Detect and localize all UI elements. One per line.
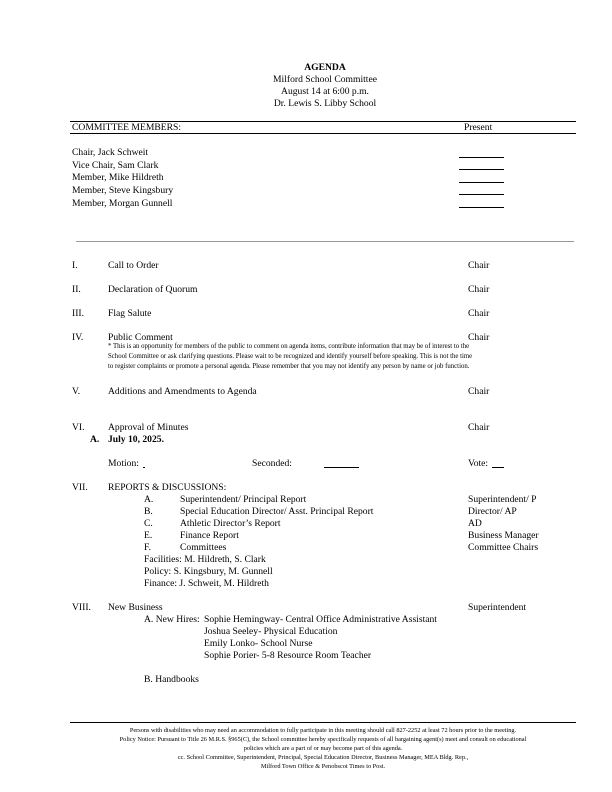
new-hire: Emily Lonko- School Nurse: [204, 638, 313, 649]
report-lead: Business Manager: [468, 530, 539, 541]
item-number: II.: [72, 284, 81, 295]
member-name: Member, Steve Kingsbury: [72, 185, 174, 196]
item-title: Flag Salute: [108, 308, 152, 319]
committee-assignment: Finance: J. Schweit, M. Hildreth: [144, 578, 269, 589]
vote-line[interactable]: [492, 467, 504, 468]
committee-assignment: Policy: S. Kingsbury, M. Gunnell: [144, 566, 273, 577]
minutes-sub-letter: A.: [90, 434, 100, 445]
item-lead: Chair: [468, 422, 490, 433]
item-number: I.: [72, 260, 78, 271]
report-lead: Committee Chairs: [468, 542, 539, 553]
meeting-location: Dr. Lewis S. Libby School: [273, 98, 377, 109]
present-signature-line[interactable]: [459, 169, 504, 170]
seconded-line[interactable]: [324, 467, 359, 468]
report-letter: F.: [144, 542, 151, 553]
item-title: REPORTS & DISCUSSIONS:: [108, 482, 227, 493]
item-lead: Chair: [468, 386, 490, 397]
new-hire: Joshua Seeley- Physical Education: [204, 626, 338, 637]
report-lead: Director/ AP: [468, 506, 517, 517]
item-number: V.: [72, 386, 81, 397]
item-title: Call to Order: [108, 260, 159, 271]
meeting-datetime: August 14 at 6:00 p.m.: [281, 86, 369, 97]
public-comment-note: School Committee or ask clarifying questions. Please wait to be recognized and identify yourself before speaking. This is not the time: [108, 353, 473, 360]
agenda-title: AGENDA: [304, 62, 346, 73]
member-name: Chair, Jack Schweit: [72, 147, 149, 158]
present-signature-line[interactable]: [459, 182, 504, 183]
member-name: Vice Chair, Sam Clark: [72, 160, 159, 171]
item-title: Public Comment: [108, 332, 173, 343]
footer-policy-notice: Policy Notice: Pursuant to Title 26 M.R.S. §965(C), the School committee hereby specifically requests of all bargaining agent(s) meet and consult on educational: [119, 736, 527, 743]
present-signature-line[interactable]: [459, 207, 504, 208]
item-number: VII.: [72, 482, 88, 493]
report-title: Special Education Director/ Asst. Principal Report: [180, 506, 374, 517]
members-bottom-rule: [70, 133, 576, 134]
item-title: Declaration of Quorum: [108, 284, 198, 295]
item-lead: Superintendent: [468, 602, 527, 613]
item-number: IV.: [72, 332, 84, 343]
report-title: Athletic Director’s Report: [180, 518, 281, 529]
item-number: III.: [72, 308, 84, 319]
report-title: Finance Report: [180, 530, 239, 541]
item-lead: Chair: [468, 260, 490, 271]
present-label: Present: [464, 122, 493, 133]
motion-label: Motion:: [108, 458, 139, 469]
item-lead: Chair: [468, 308, 490, 319]
committee-assignment: Facilities: M. Hildreth, S. Clark: [144, 554, 266, 565]
item-title: Additions and Amendments to Agenda: [108, 386, 257, 397]
report-title: Committees: [180, 542, 227, 553]
public-comment-note: * This is an opportunity for members of the public to comment on agenda items, contribute information that may be of interest to the: [108, 343, 470, 350]
footer-rule: [70, 722, 576, 723]
new-hires-label: A. New Hires:: [144, 614, 200, 625]
public-comment-note: to register complaints or promote a personal agenda. Please remember that you may not identify any person by name or job function.: [108, 363, 470, 370]
new-hire: Sophie Porier- 5-8 Resource Room Teacher: [204, 650, 372, 661]
members-heading: COMMITTEE MEMBERS:: [72, 122, 182, 133]
member-name: Member, Morgan Gunnell: [72, 198, 173, 209]
minutes-date: July 10, 2025.: [108, 434, 164, 445]
report-lead: AD: [468, 518, 482, 529]
item-number: VI.: [72, 422, 85, 433]
footer-cc: cc. School Committee, Superintendent, Principal, Special Education Director, Business Manager, MEA Bldg. Rep.,: [177, 754, 469, 761]
report-letter: B.: [144, 506, 153, 517]
footer-policy-notice-cont: policies which are a part of or may become part of this agenda.: [243, 745, 403, 752]
report-letter: A.: [144, 494, 154, 505]
handbooks-item: B. Handbooks: [144, 674, 199, 685]
present-signature-line[interactable]: [459, 157, 504, 158]
report-lead: Superintendent/ P: [468, 494, 537, 505]
seconded-label: Seconded:: [252, 458, 292, 469]
item-number: VIII.: [72, 602, 91, 613]
footer-accommodation: Persons with disabilities who may need an accommodation to fully participate in this meeting should call 827-2252 at least 72 hours prior to the meeting.: [129, 727, 517, 734]
report-letter: C.: [144, 518, 153, 529]
vote-label: Vote:: [468, 458, 489, 469]
report-title: Superintendent/ Principal Report: [180, 494, 307, 505]
footer-cc-cont: Milford Town Office & Penobscot Times to Post.: [260, 763, 386, 770]
member-name: Member, Mike Hildreth: [72, 172, 164, 183]
present-signature-line[interactable]: [459, 194, 504, 195]
item-lead: Chair: [468, 332, 490, 343]
item-title: New Business: [108, 602, 163, 613]
item-lead: Chair: [468, 284, 490, 295]
org-name: Milford School Committee: [273, 74, 377, 85]
item-title: Approval of Minutes: [108, 422, 189, 433]
report-letter: E.: [144, 530, 153, 541]
new-hire: Sophie Hemingway- Central Office Administrative Assistant: [204, 614, 437, 625]
section-divider: [76, 241, 574, 242]
motion-line[interactable]: [143, 467, 145, 468]
